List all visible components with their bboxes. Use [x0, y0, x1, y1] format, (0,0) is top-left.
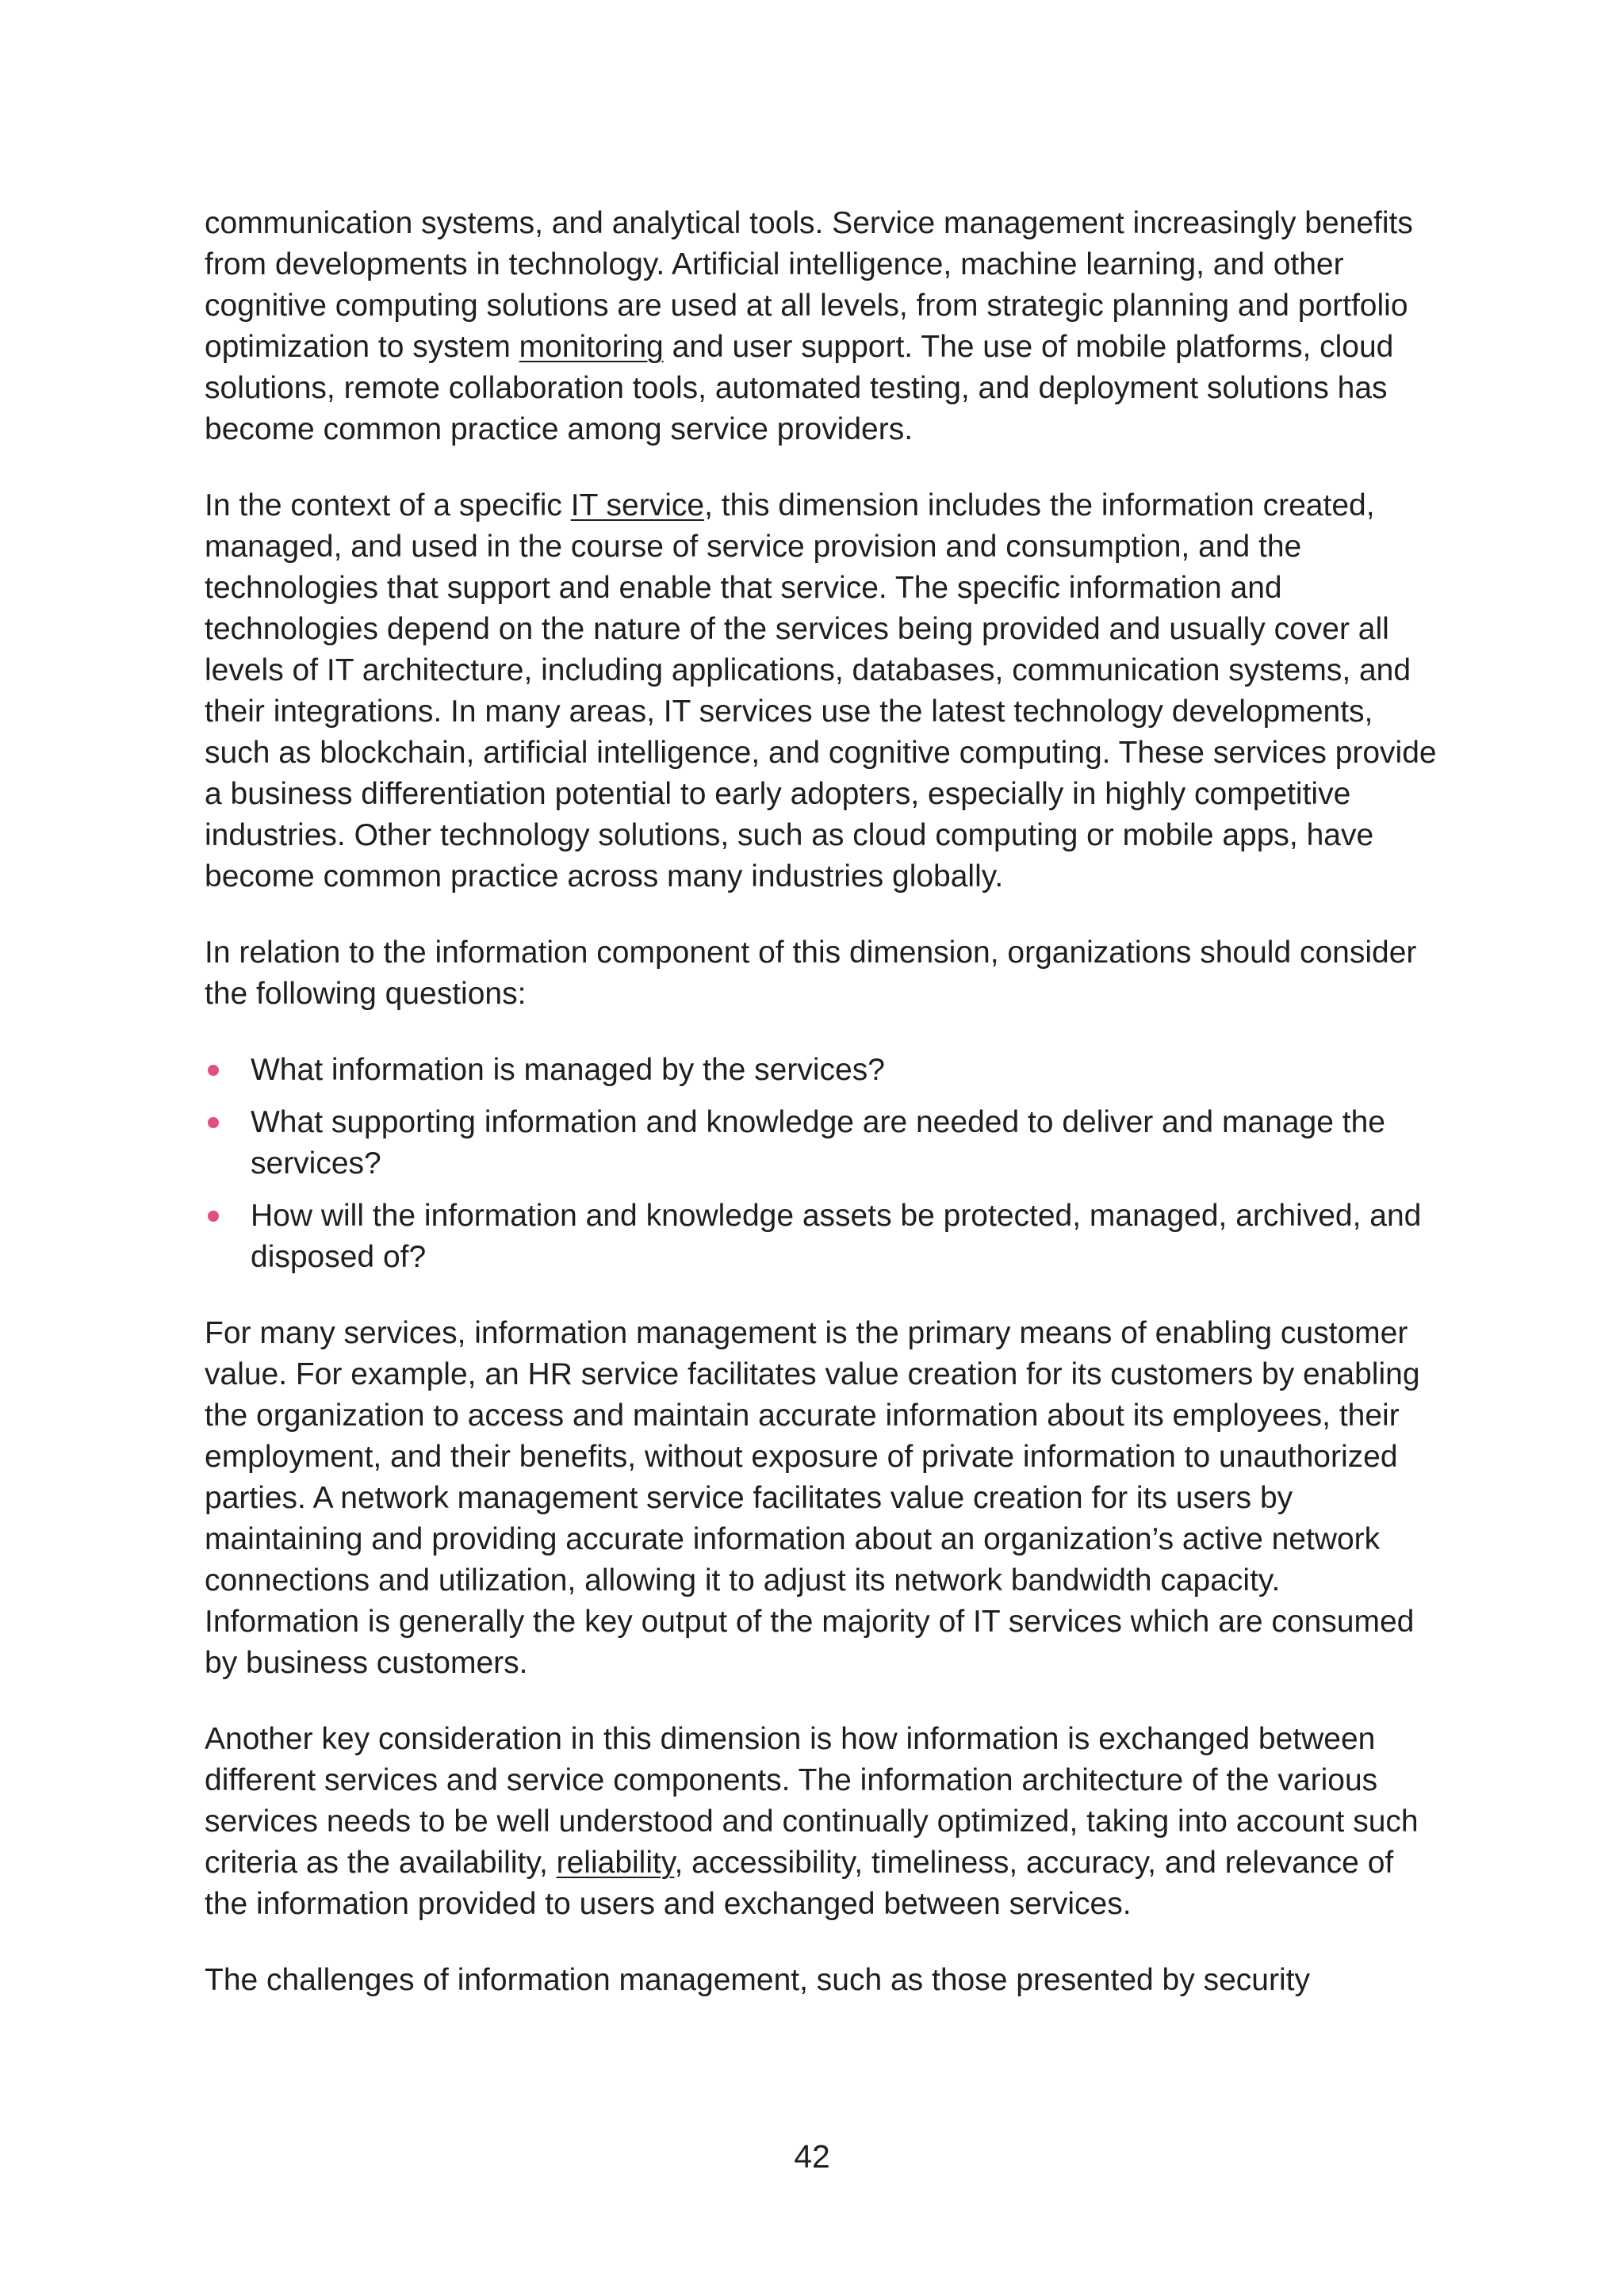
paragraph-challenges: The challenges of information management, such as those presented by security — [205, 1963, 1310, 1997]
list-item — [205, 1050, 1442, 1091]
glossary-link-it-service[interactable]: IT service — [570, 488, 705, 522]
paragraph-customer-value: For many services, information management is the primary means of enabling customer value. For example, an HR service facilitates value creation for its customers by enabling the organization to access and maintain accurate information about its employees, their employment, and their benefits, without exposure of private information to unauthorized parties. A network management service facilitates value creation for its users by maintaining and providing accurate information about an organization’s active network connections and utilization, allowing it to adjust its network bandwidth capacity. Information is generally the key output of the majority of IT services which are consumed by business customers. — [205, 1316, 1420, 1680]
paragraph-text: and user support. The use of mobile platforms, cloud solutions, remote collaboration tools, automated testing, and deployment solutions has become common practice among service providers. — [205, 330, 1394, 446]
paragraph-text: Another key consideration in this dimension is how information is exchanged between different services and service components. The information architecture of the various services needs to be well understood and continually optimized, taking into account such criteria as the availability, — [205, 1722, 1419, 1880]
bullet-dot-icon — [208, 1065, 219, 1076]
paragraph-text: , accessibility, timeliness, accuracy, and relevance of the information provided to users and exchanged between services. — [205, 1846, 1394, 1921]
list-item — [205, 1102, 1442, 1184]
bullet-dot-icon — [208, 1211, 219, 1222]
list-item-text: How will the information and knowledge assets be protected, managed, archived, and disposed of? — [251, 1199, 1422, 1274]
list-item-text: What information is managed by the services? — [251, 1053, 885, 1087]
paragraph-it-service-context — [205, 485, 1442, 897]
paragraph-information-exchange — [205, 1719, 1442, 1925]
paragraph-technology-benefits — [205, 203, 1442, 450]
list-item — [205, 1196, 1442, 1278]
page-content — [205, 203, 1442, 2036]
paragraph-text: , this dimension includes the information created, managed, and used in the course of service provision and consumption, and the technologies that support and enable that service. The specific information and technologies depend on the nature of the services being provided and usually cover all levels of IT architecture, including applications, databases, communication systems, and their integrations. In many areas, IT services use the latest technology developments, such as blockchain, artificial intelligence, and cognitive computing. These services provide a business differentiation potential to early adopters, especially in highly competitive industries. Other technology solutions, such as cloud computing or mobile apps, have become common practice across many industries globally. — [205, 488, 1437, 894]
paragraph-text: In the context of a specific — [205, 488, 571, 522]
paragraph-text: communication systems, and analytical tools. Service management increasingly benefits from developments in technology. Artificial intelligence, machine learning, and other cognitive computing solutions are used at all levels, from strategic planning and portfolio optimization to system — [205, 206, 1413, 364]
glossary-link-monitoring[interactable]: monitoring — [519, 330, 664, 364]
page-number: 42 — [794, 2138, 830, 2175]
questions-list — [205, 1050, 1442, 1278]
bullet-dot-icon — [208, 1117, 219, 1128]
paragraph-questions-intro: In relation to the information component of this dimension, organizations should consider the following questions: — [205, 936, 1417, 1011]
list-item-text: What supporting information and knowledge are needed to deliver and manage the services? — [251, 1105, 1385, 1181]
glossary-link-reliability[interactable]: reliability — [556, 1846, 675, 1880]
